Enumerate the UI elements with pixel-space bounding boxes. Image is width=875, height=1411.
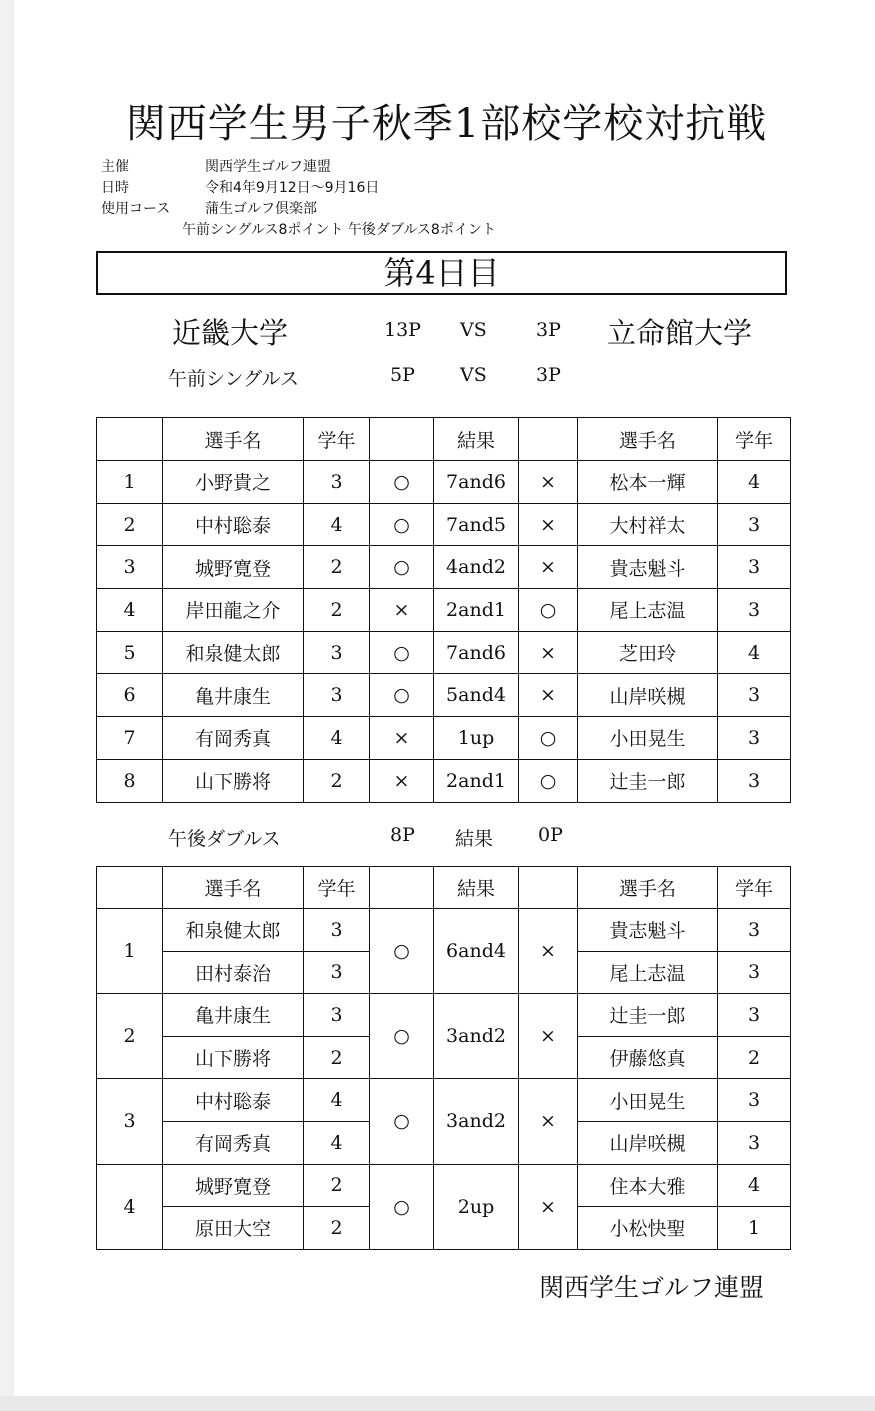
- player-b-mark: ×: [519, 631, 578, 674]
- player-b-name: 辻圭一郎: [578, 759, 718, 802]
- player-b1-grade: 3: [718, 1079, 791, 1122]
- match-number: 1: [97, 461, 163, 504]
- player-b-name: 芝田玲: [578, 631, 718, 674]
- doubles-score-b: 0P: [538, 824, 563, 846]
- player-a-name: 和泉健太郎: [163, 631, 304, 674]
- player-a2-grade: 3: [304, 951, 370, 994]
- pair-b-mark: ×: [519, 909, 578, 994]
- pair-a-mark: ○: [370, 994, 434, 1079]
- course-value: 蒲生ゴルフ倶楽部: [205, 201, 317, 217]
- header-mark-b: [519, 867, 578, 909]
- page-edge: [0, 0, 14, 1411]
- match-number: 4: [97, 1164, 163, 1249]
- player-b-name: 大村祥太: [578, 503, 718, 546]
- match-number: 2: [97, 503, 163, 546]
- player-a-grade: 3: [304, 461, 370, 504]
- player-b2-grade: 3: [718, 951, 791, 994]
- match-result: 4and2: [434, 546, 519, 589]
- singles-row: [97, 759, 791, 802]
- doubles-table: [96, 866, 791, 1250]
- pair-b-mark: ×: [519, 1164, 578, 1249]
- match-number: 6: [97, 674, 163, 717]
- player-a1-name: 和泉健太郎: [163, 909, 304, 952]
- player-b2-name: 小松快聖: [578, 1207, 718, 1250]
- match-number: 7: [97, 717, 163, 760]
- player-b-grade: 4: [718, 631, 791, 674]
- singles-score-b: 3P: [536, 364, 561, 386]
- player-a-grade: 4: [304, 503, 370, 546]
- player-b1-grade: 3: [718, 909, 791, 952]
- match-number: 4: [97, 589, 163, 632]
- team-a-name: 近畿大学: [172, 316, 289, 350]
- player-b-grade: 3: [718, 759, 791, 802]
- player-b-grade: 3: [718, 546, 791, 589]
- pair-b-mark: ×: [519, 1079, 578, 1164]
- pair-a-mark: ○: [370, 1164, 434, 1249]
- header-result: 結果: [434, 867, 519, 909]
- match-result: 3and2: [434, 1079, 519, 1164]
- player-b1-grade: 4: [718, 1164, 791, 1207]
- team-a-score: 13P: [384, 319, 421, 341]
- doubles-label: 午後ダブルス: [168, 828, 281, 850]
- singles-row: [97, 546, 791, 589]
- player-a-mark: ○: [370, 546, 434, 589]
- pair-a-mark: ○: [370, 1079, 434, 1164]
- player-b2-grade: 2: [718, 1036, 791, 1079]
- player-b1-name: 小田晃生: [578, 1079, 718, 1122]
- footer-organizer: 関西学生ゴルフ連盟: [539, 1273, 765, 1302]
- singles-score-a: 5P: [390, 364, 415, 386]
- doubles-header-row: [97, 867, 791, 909]
- singles-label: 午前シングルス: [168, 368, 300, 390]
- pair-a-mark: ○: [370, 909, 434, 994]
- player-a1-name: 中村聡泰: [163, 1079, 304, 1122]
- player-b2-name: 尾上志温: [578, 951, 718, 994]
- player-a-grade: 2: [304, 759, 370, 802]
- player-a1-name: 亀井康生: [163, 994, 304, 1037]
- header-player-b: 選手名: [578, 867, 718, 909]
- match-number: 5: [97, 631, 163, 674]
- player-a-grade: 2: [304, 546, 370, 589]
- match-number: 2: [97, 994, 163, 1079]
- player-b-mark: ○: [519, 589, 578, 632]
- match-result: 7and6: [434, 631, 519, 674]
- match-result: 2up: [434, 1164, 519, 1249]
- day-label: 第4日目: [96, 251, 787, 295]
- player-a-mark: ○: [370, 674, 434, 717]
- match-result: 7and6: [434, 461, 519, 504]
- match-number: 3: [97, 1079, 163, 1164]
- player-a-name: 有岡秀真: [163, 717, 304, 760]
- player-b-mark: ×: [519, 546, 578, 589]
- match-result: 7and5: [434, 503, 519, 546]
- date-value: 令和4年9月12日〜9月16日: [205, 180, 380, 196]
- player-b2-grade: 1: [718, 1207, 791, 1250]
- singles-row: [97, 461, 791, 504]
- singles-row: [97, 674, 791, 717]
- player-b-mark: ○: [519, 759, 578, 802]
- player-a-grade: 4: [304, 717, 370, 760]
- player-b1-grade: 3: [718, 994, 791, 1037]
- organizer-value: 関西学生ゴルフ連盟: [205, 159, 331, 175]
- match-result: 2and1: [434, 759, 519, 802]
- singles-row: [97, 631, 791, 674]
- header-mark-b: [519, 418, 578, 461]
- player-a2-name: 原田大空: [163, 1207, 304, 1250]
- player-b1-name: 住本大雅: [578, 1164, 718, 1207]
- player-b-name: 尾上志温: [578, 589, 718, 632]
- vs-label: VS: [460, 319, 487, 341]
- match-number: 8: [97, 759, 163, 802]
- player-a2-name: 田村泰治: [163, 951, 304, 994]
- match-result: 3and2: [434, 994, 519, 1079]
- match-number: 3: [97, 546, 163, 589]
- player-a-name: 城野寛登: [163, 546, 304, 589]
- header-mark-a: [370, 867, 434, 909]
- player-b2-name: 山岸咲槻: [578, 1121, 718, 1164]
- match-result: 5and4: [434, 674, 519, 717]
- player-b-name: 松本一輝: [578, 461, 718, 504]
- singles-row: [97, 717, 791, 760]
- player-b-grade: 3: [718, 589, 791, 632]
- doubles-row: [97, 909, 791, 952]
- format-note: 午前シングルス8ポイント 午後ダブルス8ポイント: [182, 222, 496, 238]
- player-a-grade: 3: [304, 674, 370, 717]
- header-grade-b: 学年: [718, 867, 791, 909]
- player-a-name: 亀井康生: [163, 674, 304, 717]
- header-mark-a: [370, 418, 434, 461]
- player-b-mark: ×: [519, 674, 578, 717]
- player-a2-grade: 2: [304, 1036, 370, 1079]
- header-player-a: 選手名: [163, 867, 304, 909]
- player-a-grade: 2: [304, 589, 370, 632]
- header-player-a: 選手名: [163, 418, 304, 461]
- page-bottom-edge: [0, 1396, 875, 1411]
- player-b-grade: 3: [718, 717, 791, 760]
- player-a-mark: ×: [370, 589, 434, 632]
- player-a-grade: 3: [304, 631, 370, 674]
- player-a-mark: ○: [370, 631, 434, 674]
- singles-row: [97, 589, 791, 632]
- player-a1-grade: 2: [304, 1164, 370, 1207]
- player-a2-name: 有岡秀真: [163, 1121, 304, 1164]
- player-b-mark: ×: [519, 461, 578, 504]
- player-a-mark: ×: [370, 717, 434, 760]
- player-a-name: 山下勝将: [163, 759, 304, 802]
- team-b-score: 3P: [536, 319, 561, 341]
- player-a2-grade: 2: [304, 1207, 370, 1250]
- player-b-grade: 4: [718, 461, 791, 504]
- doubles-result-word: 結果: [455, 828, 494, 850]
- singles-table: [96, 417, 791, 803]
- player-a-name: 中村聡泰: [163, 503, 304, 546]
- doubles-score-a: 8P: [390, 824, 415, 846]
- singles-vs: VS: [460, 364, 487, 386]
- pair-b-mark: ×: [519, 994, 578, 1079]
- match-result: 1up: [434, 717, 519, 760]
- header-no: [97, 867, 163, 909]
- match-result: 6and4: [434, 909, 519, 994]
- player-b1-name: 辻圭一郎: [578, 994, 718, 1037]
- singles-row: [97, 503, 791, 546]
- document-title: 関西学生男子秋季1部校学校対抗戦: [125, 101, 768, 147]
- player-b-grade: 3: [718, 674, 791, 717]
- player-b-name: 小田晃生: [578, 717, 718, 760]
- match-result: 2and1: [434, 589, 519, 632]
- player-b-name: 貴志魁斗: [578, 546, 718, 589]
- player-a-mark: ○: [370, 461, 434, 504]
- doubles-row: [97, 1164, 791, 1207]
- doubles-row: [97, 994, 791, 1037]
- header-grade-b: 学年: [718, 418, 791, 461]
- player-b1-name: 貴志魁斗: [578, 909, 718, 952]
- course-label: 使用コース: [101, 201, 171, 217]
- player-a-name: 小野貴之: [163, 461, 304, 504]
- header-result: 結果: [434, 418, 519, 461]
- date-label: 日時: [101, 180, 129, 196]
- singles-header-row: [97, 418, 791, 461]
- organizer-label: 主催: [101, 159, 129, 175]
- header-no: [97, 418, 163, 461]
- player-b-mark: ×: [519, 503, 578, 546]
- player-a1-grade: 3: [304, 909, 370, 952]
- player-a-mark: ×: [370, 759, 434, 802]
- player-b2-name: 伊藤悠真: [578, 1036, 718, 1079]
- player-a2-name: 山下勝将: [163, 1036, 304, 1079]
- header-player-b: 選手名: [578, 418, 718, 461]
- player-b-mark: ○: [519, 717, 578, 760]
- header-grade-a: 学年: [304, 867, 370, 909]
- player-a-mark: ○: [370, 503, 434, 546]
- player-b-name: 山岸咲槻: [578, 674, 718, 717]
- player-b2-grade: 3: [718, 1121, 791, 1164]
- doubles-row: [97, 1079, 791, 1122]
- header-grade-a: 学年: [304, 418, 370, 461]
- player-a1-grade: 4: [304, 1079, 370, 1122]
- match-number: 1: [97, 909, 163, 994]
- team-b-name: 立命館大学: [607, 316, 753, 350]
- player-a2-grade: 4: [304, 1121, 370, 1164]
- player-b-grade: 3: [718, 503, 791, 546]
- player-a-name: 岸田龍之介: [163, 589, 304, 632]
- player-a1-name: 城野寛登: [163, 1164, 304, 1207]
- player-a1-grade: 3: [304, 994, 370, 1037]
